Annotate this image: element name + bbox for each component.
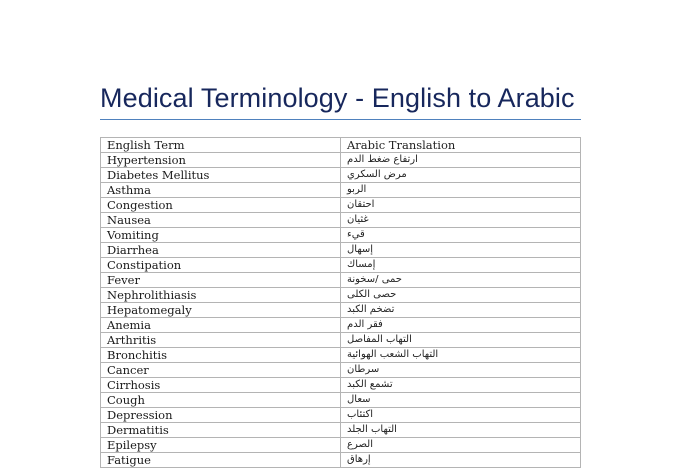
table-row bbox=[101, 153, 581, 168]
arabic-translation: التهاب المفاصل bbox=[341, 333, 581, 348]
table-row bbox=[101, 393, 581, 408]
header-english-term: English Term bbox=[101, 138, 341, 153]
table-row bbox=[101, 363, 581, 378]
table-row bbox=[101, 348, 581, 363]
arabic-translation: إرهاق bbox=[341, 453, 581, 468]
header-arabic-translation: Arabic Translation bbox=[341, 138, 581, 153]
arabic-translation: سرطان bbox=[341, 363, 581, 378]
arabic-translation: الربو bbox=[341, 183, 581, 198]
table-row bbox=[101, 228, 581, 243]
english-term: Nephrolithiasis bbox=[101, 288, 341, 303]
english-term: Epilepsy bbox=[101, 438, 341, 453]
arabic-translation: التهاب الشعب الهوائية bbox=[341, 348, 581, 363]
arabic-translation: الصرع bbox=[341, 438, 581, 453]
arabic-translation: سعال bbox=[341, 393, 581, 408]
table-row bbox=[101, 408, 581, 423]
arabic-translation: احتقان bbox=[341, 198, 581, 213]
english-term: Fatigue bbox=[101, 453, 341, 468]
arabic-translation: إمساك bbox=[341, 258, 581, 273]
arabic-translation: حصى الكلى bbox=[341, 288, 581, 303]
english-term: Hepatomegaly bbox=[101, 303, 341, 318]
table-row bbox=[101, 423, 581, 438]
arabic-translation: اكتئاب bbox=[341, 408, 581, 423]
arabic-translation: ارتفاع ضغط الدم bbox=[341, 153, 581, 168]
table-row bbox=[101, 438, 581, 453]
english-term: Constipation bbox=[101, 258, 341, 273]
english-term: Cough bbox=[101, 393, 341, 408]
arabic-translation: فقر الدم bbox=[341, 318, 581, 333]
table-row bbox=[101, 243, 581, 258]
table-row bbox=[101, 183, 581, 198]
english-term: Vomiting bbox=[101, 228, 341, 243]
terminology-table bbox=[100, 137, 581, 468]
english-term: Bronchitis bbox=[101, 348, 341, 363]
english-term: Diarrhea bbox=[101, 243, 341, 258]
arabic-translation: حمى /سخونة bbox=[341, 273, 581, 288]
arabic-translation: مرض السكري bbox=[341, 168, 581, 183]
arabic-translation: إسهال bbox=[341, 243, 581, 258]
table-row bbox=[101, 258, 581, 273]
table-row bbox=[101, 273, 581, 288]
table-row bbox=[101, 318, 581, 333]
english-term: Arthritis bbox=[101, 333, 341, 348]
arabic-translation: التهاب الجلد bbox=[341, 423, 581, 438]
arabic-translation: غثيان bbox=[341, 213, 581, 228]
english-term: Diabetes Mellitus bbox=[101, 168, 341, 183]
english-term: Anemia bbox=[101, 318, 341, 333]
english-term: Depression bbox=[101, 408, 341, 423]
table-row bbox=[101, 303, 581, 318]
table-header-row bbox=[101, 138, 581, 153]
english-term: Cirrhosis bbox=[101, 378, 341, 393]
title-underline bbox=[100, 119, 581, 120]
arabic-translation: قيء bbox=[341, 228, 581, 243]
arabic-translation: تشمع الكبد bbox=[341, 378, 581, 393]
table-row bbox=[101, 168, 581, 183]
english-term: Cancer bbox=[101, 363, 341, 378]
page-title: Medical Terminology - English to Arabic bbox=[100, 83, 575, 113]
english-term: Dermatitis bbox=[101, 423, 341, 438]
table-row bbox=[101, 333, 581, 348]
table-row bbox=[101, 378, 581, 393]
english-term: Asthma bbox=[101, 183, 341, 198]
english-term: Congestion bbox=[101, 198, 341, 213]
english-term: Hypertension bbox=[101, 153, 341, 168]
english-term: Fever bbox=[101, 273, 341, 288]
table-row bbox=[101, 453, 581, 468]
table-row bbox=[101, 198, 581, 213]
table-row bbox=[101, 213, 581, 228]
english-term: Nausea bbox=[101, 213, 341, 228]
arabic-translation: تضخم الكبد bbox=[341, 303, 581, 318]
table-row bbox=[101, 288, 581, 303]
